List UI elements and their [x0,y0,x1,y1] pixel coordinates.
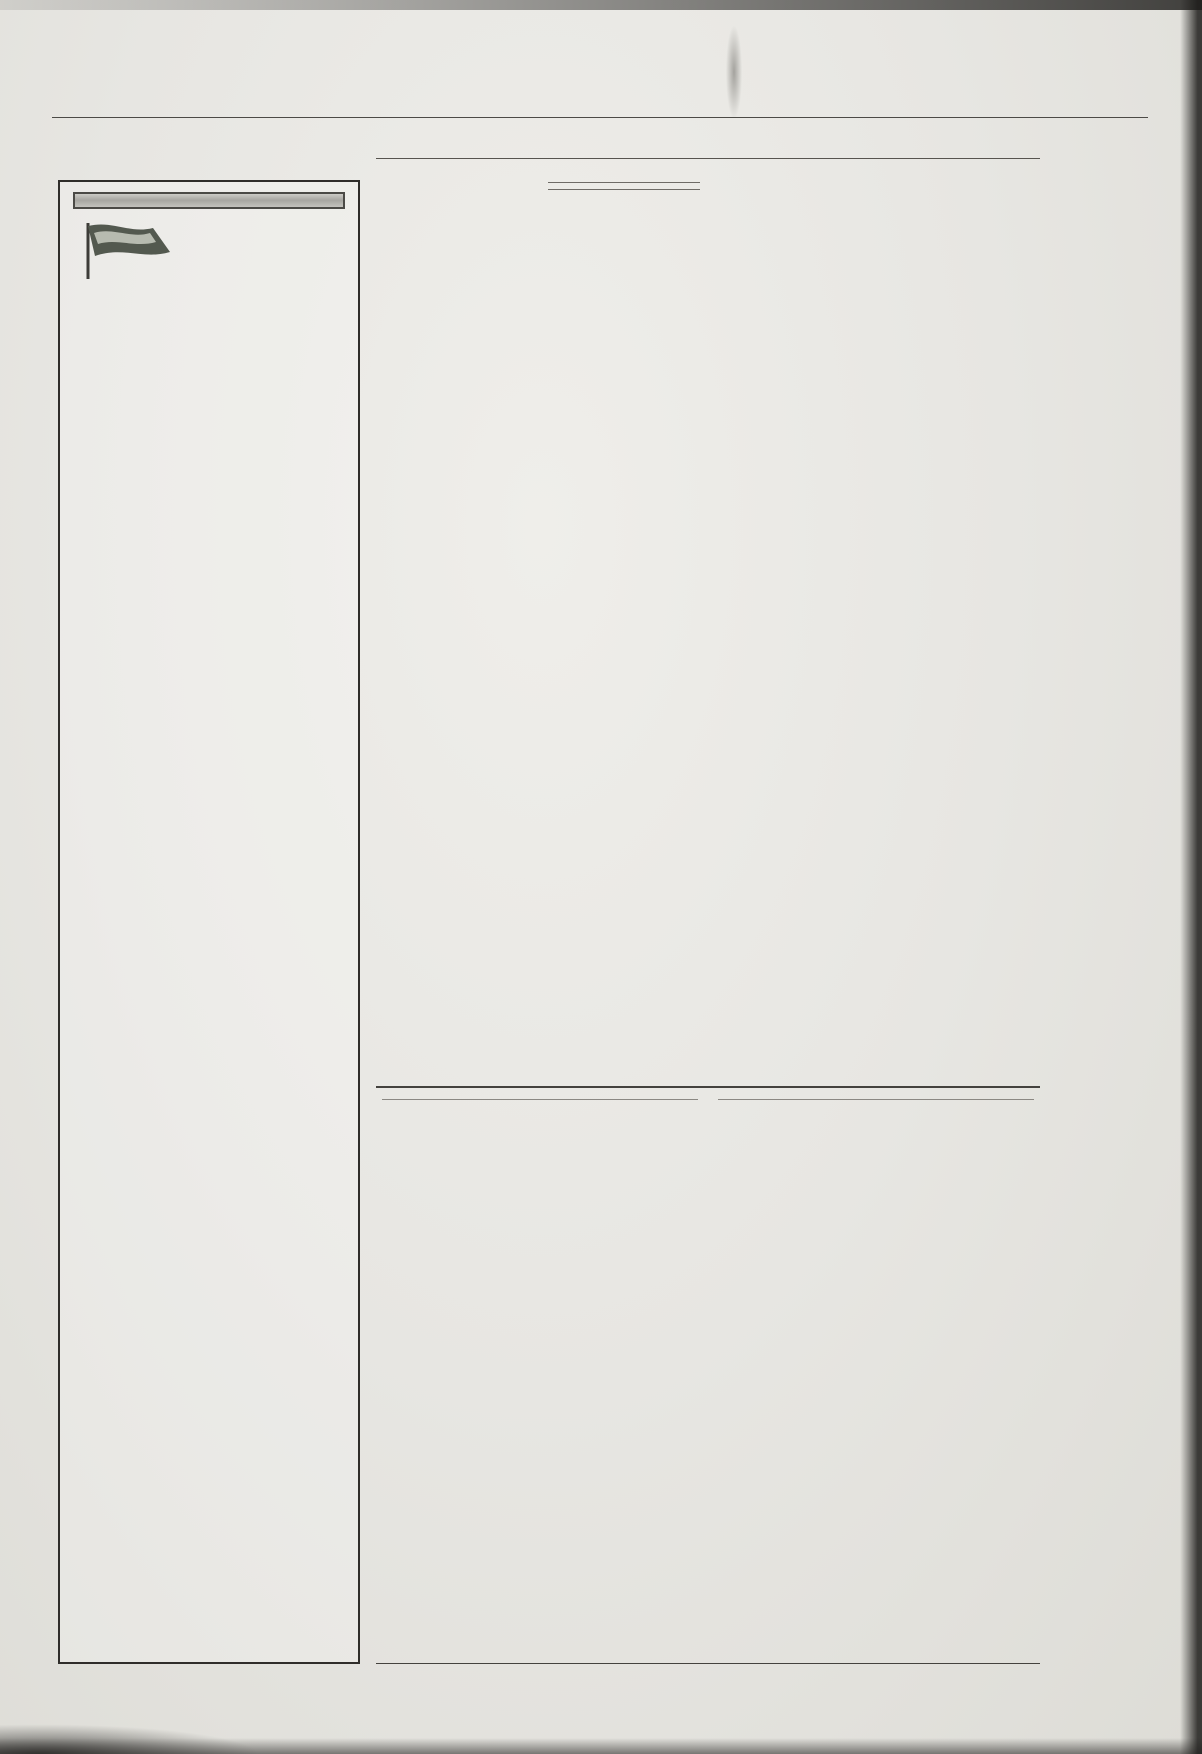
drugs-columns [382,1110,1034,1572]
asi-credit [73,1647,345,1654]
article-column [376,181,534,989]
asi-informa-title [73,192,345,209]
right-column [1046,272,1192,1664]
drugs-article-box [376,1086,1040,1664]
header-rule [52,117,1148,118]
scan-artifact [726,26,742,118]
article-column [882,181,1040,989]
asi-logo-row [75,219,343,281]
article-column [548,1110,703,1572]
scan-artifact [0,1724,260,1754]
article-column [714,1110,869,1572]
article-byline [548,182,700,190]
article-kicker [376,158,1040,172]
article-columns [376,181,1040,989]
asi-informa-box [58,180,360,1664]
interview-article [376,158,1040,989]
article-column [382,1110,537,1572]
article-column [545,181,703,989]
drugs-byline [382,1099,1034,1100]
asi-articles [73,285,345,1647]
asi-flag-icon [75,219,187,281]
scan-artifact [0,0,1202,10]
article-column [714,181,872,989]
article-column [879,1110,1034,1572]
